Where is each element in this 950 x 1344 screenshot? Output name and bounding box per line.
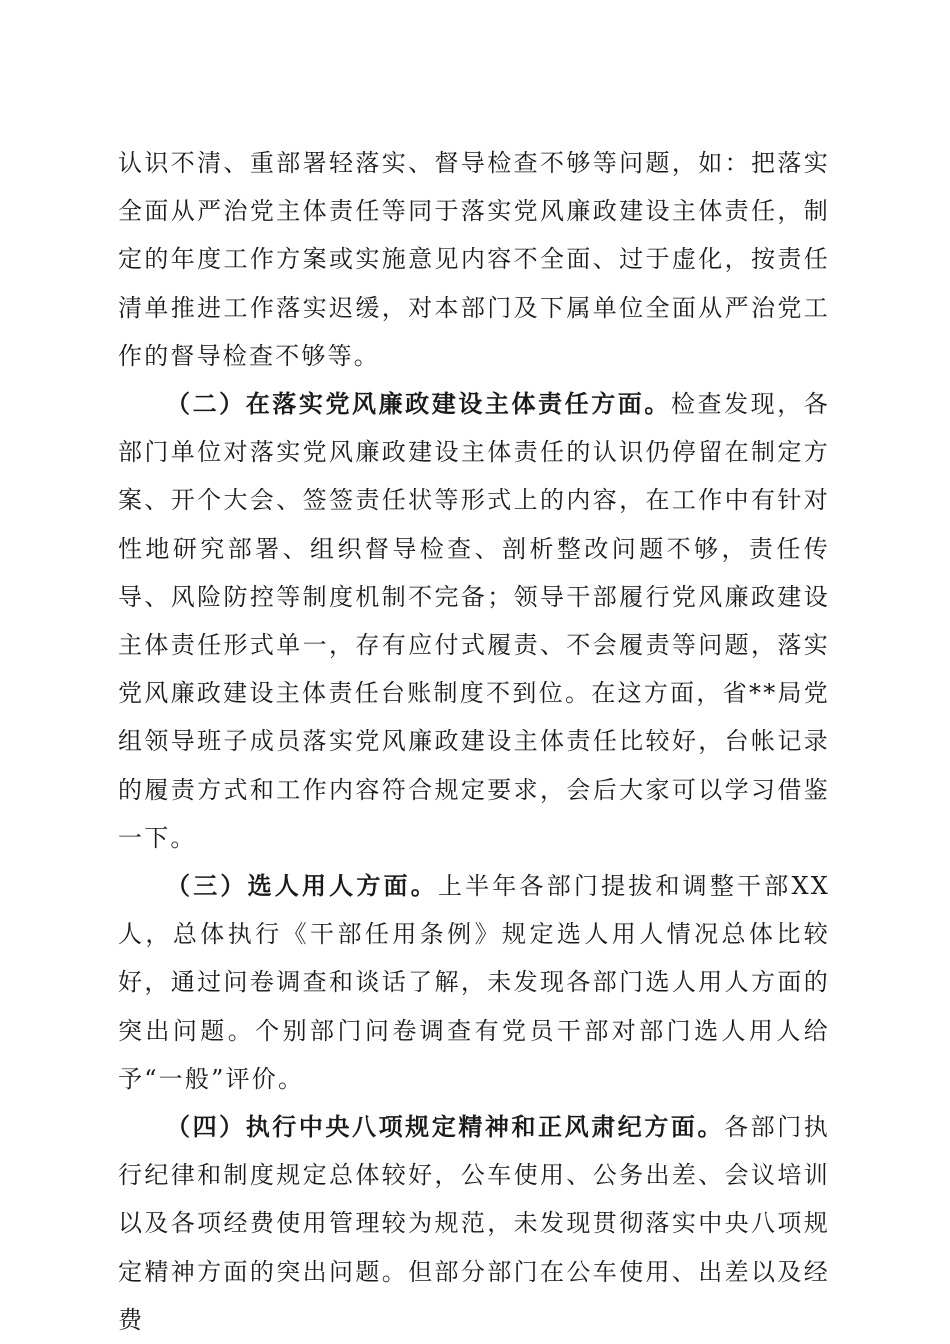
section-heading: （四）执行中央八项规定精神和正风肃纪方面。 — [166, 1112, 725, 1142]
paragraph-body: 各部门执行纪律和制度规定总体较好，公车使用、公务出差、会议培训以及各项经费使用管理较为规范，未发现贯彻落实中央八项规定精神方面的突出问题。但部分部门在公车使用、出差以及经费 — [118, 1113, 830, 1334]
document-body — [118, 139, 830, 1344]
section-heading: （三）选人用人方面。 — [166, 871, 438, 901]
paragraph-body: 检查发现，各部门单位对落实党风廉政建设主体责任的认识仍停留在制定方案、开个大会、签签责任状等形式上的内容，在工作中有针对性地研究部署、组织督导检查、剖析整改问题不够，责任传导、风险防控等制度机制不完备；领导干部履行党风廉政建设主体责任形式单一，存有应付式履责、不会履责等问题，落实党风廉政建设主体责任台账制度不到位。在这方面，省**局党组领导班子成员落实党风廉政建设主体责任比较好，台帐记录的履责方式和工作内容符合规定要求，会后大家可以学习借鉴一下。 — [118, 390, 830, 852]
section-heading: （二）在落实党风廉政建设主体责任方面。 — [166, 389, 671, 419]
paragraph-section-4 — [118, 1103, 830, 1344]
paragraph-section-3 — [118, 862, 830, 1103]
paragraph-section-2 — [118, 380, 830, 862]
paragraph-body: 认识不清、重部署轻落实、督导检查不够等问题，如：把落实全面从严治党主体责任等同于落实党风廉政建设主体责任，制定的年度工作方案或实施意见内容不全面、过于虚化，按责任清单推进工作落实迟缓，对本部门及下属单位全面从严治党工作的督导检查不够等。 — [118, 149, 830, 370]
paragraph-body: 上半年各部门提拔和调整干部XX人，总体执行《干部任用条例》规定选人用人情况总体比较好，通过问卷调查和谈话了解，未发现各部门选人用人方面的突出问题。个别部门问卷调查有党员干部对部门选人用人给予“一般”评价。 — [118, 872, 831, 1093]
paragraph-continuation — [118, 139, 830, 380]
